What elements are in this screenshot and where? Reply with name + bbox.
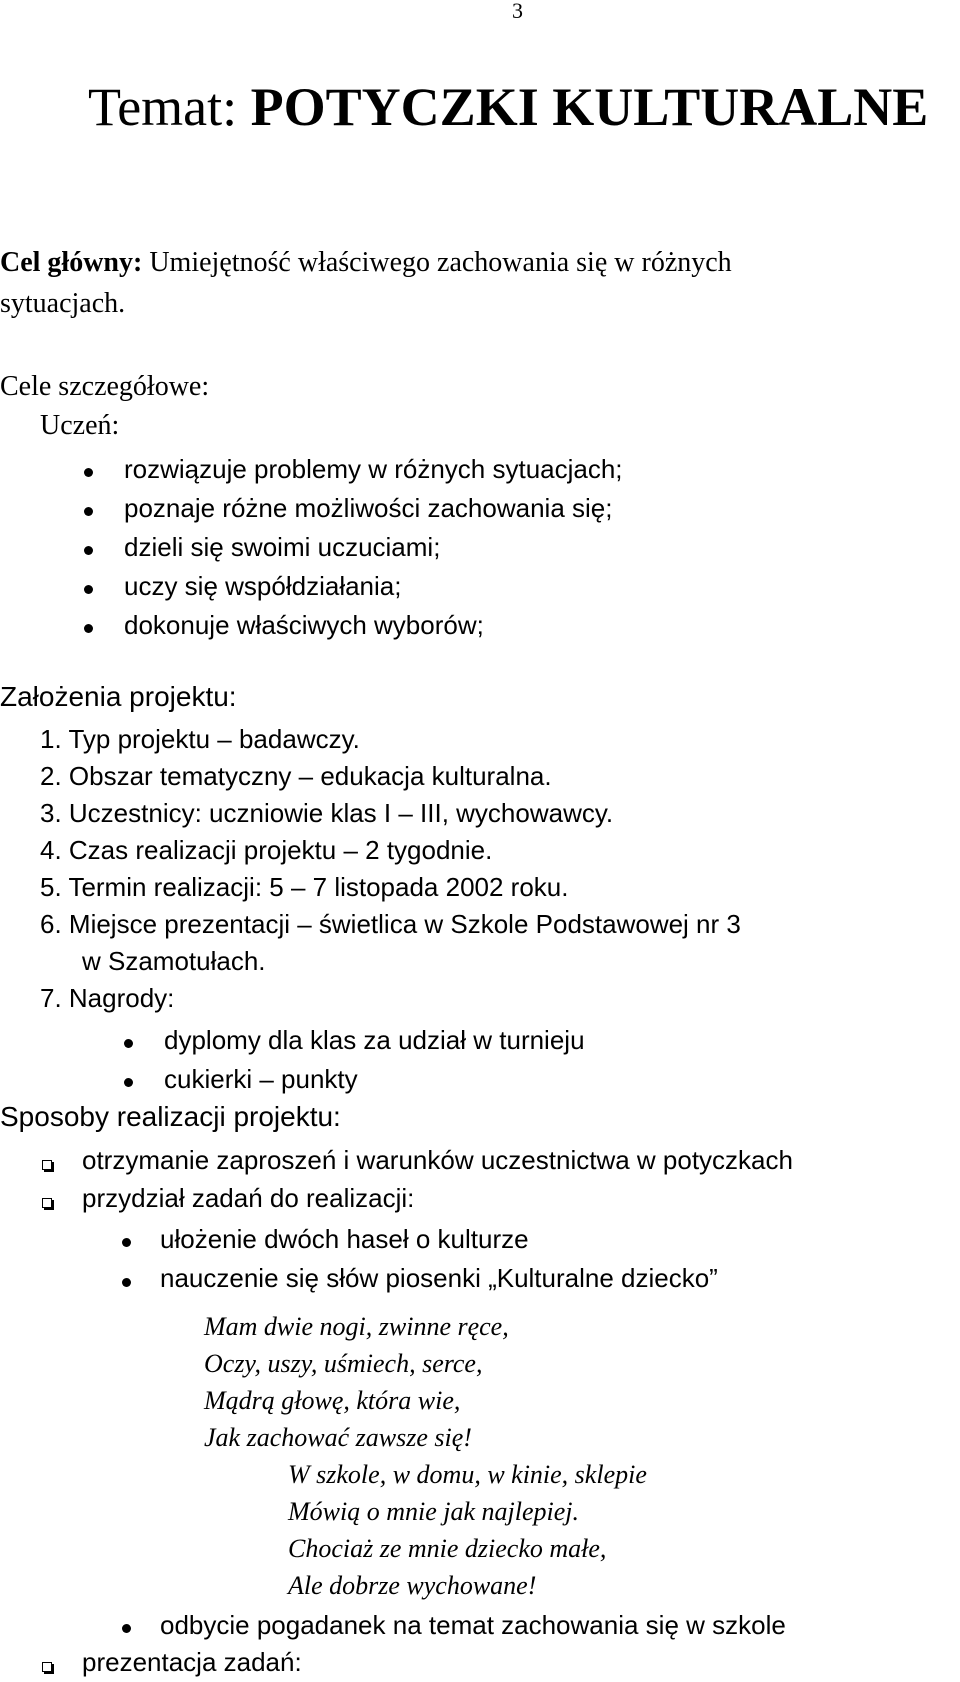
- goal-item: rozwiązuje problemy w różnych sytuacjach;: [124, 454, 623, 484]
- title-main: POTYCZKI KULTURALNE: [250, 77, 929, 137]
- bullet-dot-icon: [124, 1078, 133, 1087]
- assumption-item: 5. Termin realizacji: 5 – 7 listopada 2002 roku.: [40, 872, 569, 902]
- bullet-dot-icon: [122, 1238, 131, 1247]
- bullet-dot-icon: [84, 546, 93, 555]
- bullet-dot-icon: [122, 1624, 131, 1633]
- bullet-dot-icon: [124, 1039, 133, 1048]
- song-line: Jak zachować zawsze się!: [204, 1423, 472, 1452]
- subtask-item: nauczenie się słów piosenki „Kulturalne dziecko”: [160, 1263, 718, 1293]
- goal-item: poznaje różne możliwości zachowania się;: [124, 493, 613, 523]
- song-line: Oczy, uszy, uśmiech, serce,: [204, 1349, 483, 1378]
- bullet-dot-icon: [84, 507, 93, 516]
- song-line: Mądrą głowę, która wie,: [204, 1386, 461, 1415]
- goal-item: dokonuje właściwych wyborów;: [124, 610, 484, 640]
- song-line: W szkole, w domu, w kinie, sklepie: [288, 1460, 647, 1489]
- song-line: Ale dobrze wychowane!: [288, 1571, 537, 1600]
- prize-item: cukierki – punkty: [164, 1064, 358, 1094]
- checkbox-square-icon: [42, 1198, 52, 1208]
- realization-item: prezentacja zadań:: [82, 1647, 302, 1677]
- main-goal-text: Umiejętność właściwego zachowania się w różnych: [142, 247, 732, 278]
- detailed-goals-heading: Cele szczegółowe:: [0, 371, 210, 402]
- assumption-item: 1. Typ projektu – badawczy.: [40, 724, 360, 754]
- assumption-item: 7. Nagrody:: [40, 983, 175, 1013]
- checkbox-square-icon: [42, 1160, 52, 1170]
- realization-heading: Sposoby realizacji projektu:: [0, 1101, 341, 1132]
- assumption-item: 6. Miejsce prezentacji – świetlica w Szkole Podstawowej nr 3: [40, 909, 741, 939]
- goal-item: uczy się współdziałania;: [124, 571, 402, 601]
- assumption-item-continued: w Szamotułach.: [82, 946, 266, 976]
- detailed-goals-subject: Uczeń:: [40, 410, 120, 441]
- assumption-item: 2. Obszar tematyczny – edukacja kulturalna.: [40, 761, 552, 791]
- main-goal-line2: sytuacjach.: [0, 288, 126, 319]
- title-prefix: Temat:: [88, 77, 251, 137]
- bullet-dot-icon: [122, 1278, 131, 1287]
- realization-item: przydział zadań do realizacji:: [82, 1183, 415, 1213]
- checkbox-square-icon: [42, 1662, 52, 1672]
- main-goal-label: Cel główny:: [0, 247, 143, 278]
- bullet-dot-icon: [84, 624, 93, 633]
- song-line: Mam dwie nogi, zwinne ręce,: [204, 1312, 509, 1341]
- subtask-item: ułożenie dwóch haseł o kulturze: [160, 1224, 529, 1254]
- realization-item: otrzymanie zaproszeń i warunków uczestnictwa w potyczkach: [82, 1145, 793, 1175]
- song-line: Chociaż ze mnie dziecko małe,: [288, 1534, 607, 1563]
- bullet-dot-icon: [84, 585, 93, 594]
- goal-item: dzieli się swoimi uczuciami;: [124, 532, 441, 562]
- subtask-item: odbycie pogadanek na temat zachowania się w szkole: [160, 1610, 786, 1640]
- page-number: 3: [512, 0, 523, 23]
- assumptions-heading: Założenia projektu:: [0, 681, 237, 712]
- assumption-item: 3. Uczestnicy: uczniowie klas I – III, wychowawcy.: [40, 798, 614, 828]
- song-line: Mówią o mnie jak najlepiej.: [288, 1497, 580, 1526]
- main-goal-line1: [0, 249, 732, 277]
- prize-item: dyplomy dla klas za udział w turnieju: [164, 1025, 585, 1055]
- assumption-item: 4. Czas realizacji projektu – 2 tygodnie.: [40, 835, 493, 865]
- bullet-dot-icon: [84, 468, 93, 477]
- page-title: [88, 77, 929, 137]
